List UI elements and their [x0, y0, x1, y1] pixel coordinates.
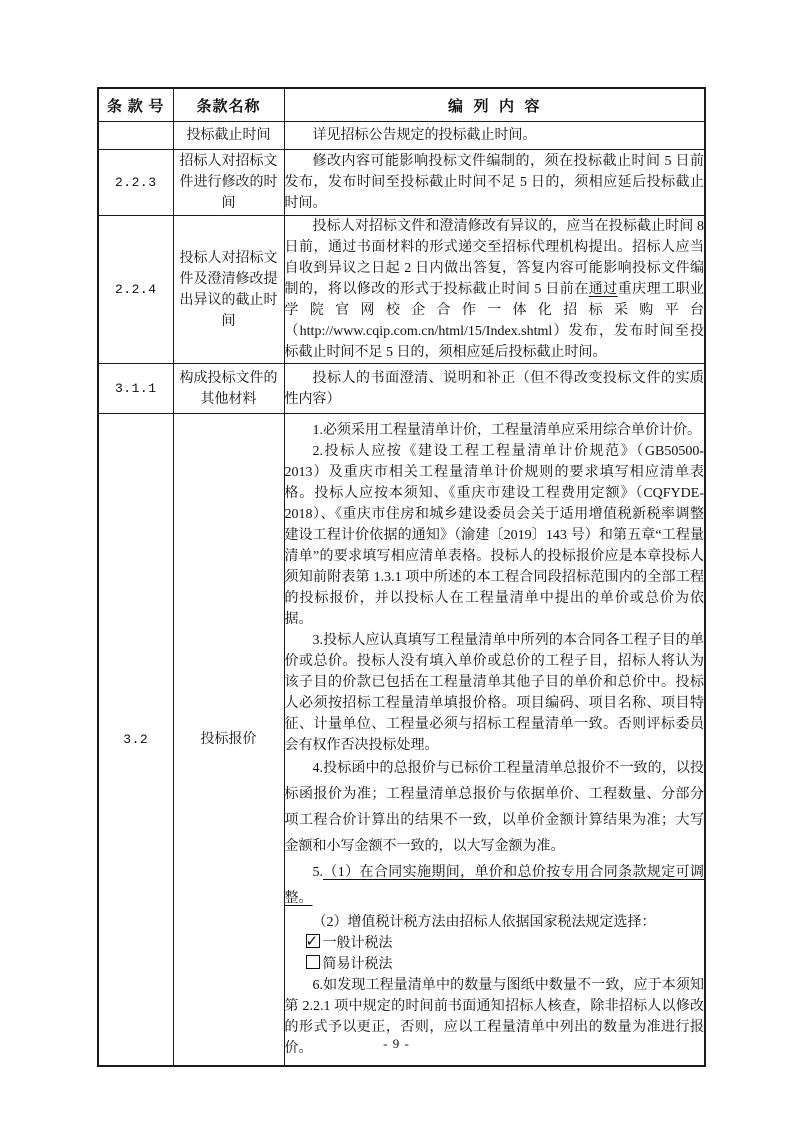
text-segment: 5. [312, 865, 323, 880]
clause-name-cell: 构成投标文件的其他材料 [173, 364, 284, 414]
paragraph [285, 860, 705, 912]
clause-no-cell: 3.1.1 [98, 364, 173, 414]
clause-no-cell: 3.2 [98, 414, 173, 1067]
checkbox-checked-icon [306, 934, 320, 948]
paragraph: 详见招标公告规定的投标截止时间。 [312, 128, 537, 143]
clause-table [97, 87, 706, 1067]
clause-name-cell: 招标人对招标文件进行修改的时间 [173, 150, 284, 216]
table-row [98, 216, 705, 364]
clause-content-cell [284, 216, 705, 364]
paragraph: 4.投标函中的总报价与已标价工程量清单总报价不一致的，以投标函报价为准；工程量清单总报价与依据单价、工程数量、分部分项工程合价计算出的结果不一致，以单价金额计算结果为准；大写金额和小写金额不一致的，以大写金额为准。 [284, 761, 704, 854]
paragraph: 修改内容可能影响投标文件编制的，须在投标截止时间 5 日前发布，发布时间至投标截止时间不足 5 日的，须相应延后投标截止时间。 [284, 154, 704, 211]
clause-content-cell [284, 122, 705, 150]
paragraph: 1.必须采用工程量清单计价，工程量清单应采用综合单价计价。 [312, 423, 701, 438]
checkbox-label: 一般计税法 [322, 936, 393, 951]
table-row [98, 364, 705, 414]
clause-no-cell [98, 122, 173, 150]
underlined-text: （1）在合同实施期间，单价和总价按专用合同条款规定可调整。 [284, 865, 704, 906]
header-clause-no: 条 款 号 [98, 88, 173, 122]
header-content: 编 列 内 容 [284, 88, 705, 122]
url-text: （http://www.cqip.com.cn/html/15/Index.shtml） [284, 324, 569, 339]
text-segment: 重庆理工职业学院官网校企合作一体化招标采购平台 [284, 282, 705, 318]
checkbox-label: 简易计税法 [322, 957, 393, 972]
paragraph: 3.投标人应认真填写工程量清单中所列的本合同各工程子目的单价或总价。投标人没有填入单价或总价的工程子目，招标人将认为该子目的价款已包括在工程量清单其他子目的单价和总价中。投标人必须按招标工程量清单填报价格。项目编码、项目名称、项目特征、计量单位、工程量必须与招标工程量清单一致。否则评标委员会有权作否决投标处理。 [284, 633, 704, 753]
clause-name-cell: 投标人对招标文件及澄清修改提出异议的截止时间 [173, 216, 284, 364]
paragraph: （2）增值税计税方法由招标人依据国家税法规定选择： [312, 915, 656, 930]
underlined-text: 通过 [588, 282, 618, 297]
clause-name-cell: 投标报价 [173, 414, 284, 1067]
checkbox-line [285, 954, 705, 975]
clause-content-cell [284, 414, 705, 1067]
text-segment: 投标人对招标文件和澄清修改有异议的，应当在投标截止时间 8 日前，通过书面材料的形式递交至招标代理机构提出。招标人应当自收到异议之日起 2 日内做出答复，答复内容可能影响投标文件编制的，将以修改的形式于投标截止时间 5 日前在 [284, 219, 704, 297]
paragraph [285, 216, 705, 363]
table-row [98, 122, 705, 150]
table-row [98, 414, 705, 1067]
paragraph: 2.投标人应按《建设工程工程量清单计价规范》（GB50500-2013）及重庆市相关工程量清单计价规则的要求填写相应清单表格。投标人应按本须知、《重庆市建设工程费用定额》（CQFYDE-2018）、《重庆市住房和城乡建设委员会关于适用增值税新税率调整建设工程计价依据的通知》（渝建〔2019〕143 号）和第五章“工程量清单”的要求填写相应清单表格。投标人的投标报价应是本章投标人须知前附表第 1.3.1 项中所述的本工程合同段招标范围内的全部工程的投标报价，并以投标人在工程量清单中提出的单价或总价为依据。 [284, 444, 704, 627]
paragraph: 6.如发现工程量清单中的数量与图纸中数量不一致，应于本须知第 2.2.1 项中规定的时间前书面通知招标人核查，除非招标人以修改的形式予以更正，否则，应以工程量清单中列出的数量为准进行报价。 [284, 978, 704, 1056]
clause-content-cell [284, 364, 705, 414]
clause-name-cell: 投标截止时间 [173, 122, 284, 150]
clause-no-cell: 2.2.4 [98, 216, 173, 364]
table-row [98, 150, 705, 216]
clause-content-cell [284, 150, 705, 216]
checkbox-unchecked-icon [306, 955, 320, 969]
page-number: - 9 - [383, 1036, 410, 1051]
clause-no-cell: 2.2.3 [98, 150, 173, 216]
header-clause-name: 条款名称 [173, 88, 284, 122]
checkbox-line [285, 933, 705, 954]
header-row [98, 88, 705, 122]
text-segment: 发布，发布时间至投标截止时间不足 5 日的，须相应延后投标截止时间。 [284, 324, 705, 360]
paragraph: 投标人的书面澄清、说明和补正（但不得改变投标文件的实质性内容） [284, 370, 704, 407]
